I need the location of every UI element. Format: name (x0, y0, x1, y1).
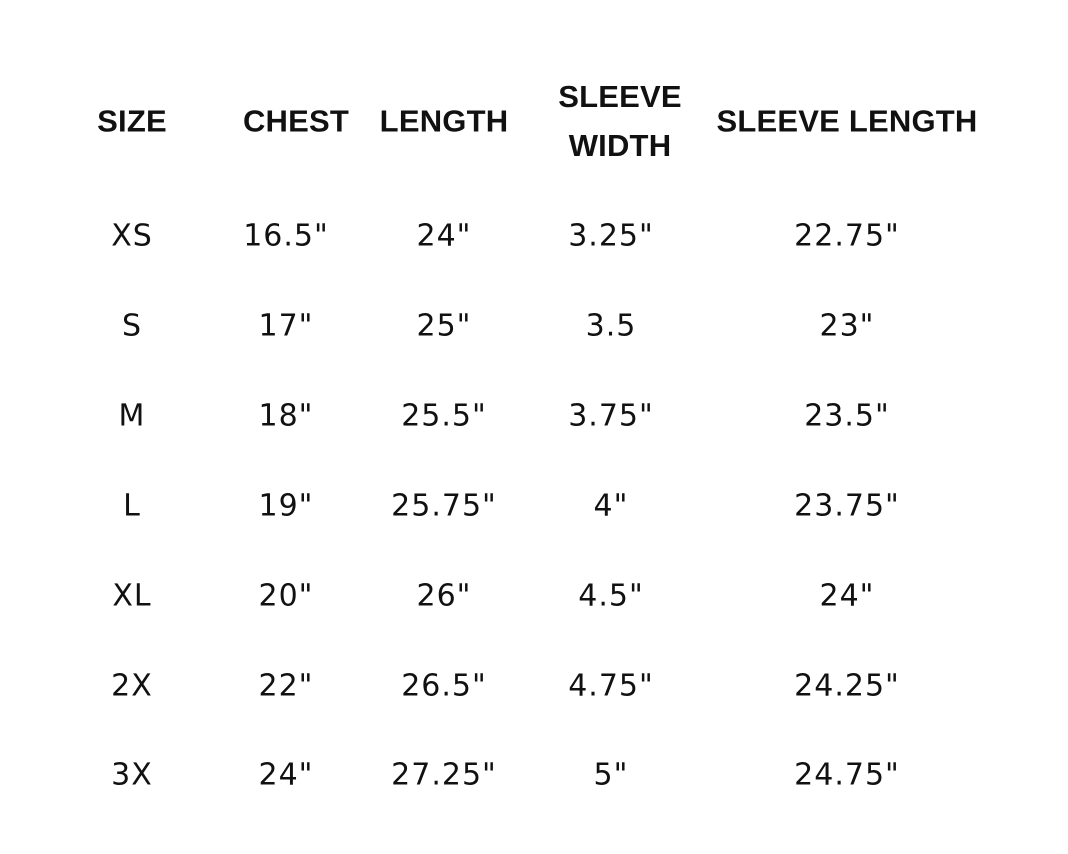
cell-chest: 24" (258, 757, 314, 793)
header-chest: CHEST (242, 103, 350, 139)
cell-size: XL (112, 578, 152, 614)
cell-chest: 16.5" (243, 218, 329, 254)
cell-size: XS (111, 218, 153, 254)
header-size: SIZE (97, 103, 167, 139)
cell-sleeve-width: 4.5" (578, 578, 644, 614)
header-sleeve-length: SLEEVE LENGTH (716, 103, 978, 139)
cell-size: 2X (111, 668, 153, 704)
cell-sleeve-width: 4.75" (568, 668, 654, 704)
cell-chest: 17" (258, 308, 314, 344)
cell-sleeve-length: 24.25" (794, 668, 900, 704)
cell-chest: 22" (258, 668, 314, 704)
cell-chest: 19" (258, 488, 314, 524)
header-sleeve-width-line1: SLEEVE (558, 79, 682, 114)
header-sleeve-width-line2: WIDTH (568, 128, 672, 163)
cell-sleeve-width: 3.25" (568, 218, 654, 254)
cell-sleeve-length: 22.75" (794, 218, 900, 254)
cell-chest: 18" (258, 398, 314, 434)
cell-sleeve-length: 23" (819, 308, 875, 344)
cell-length: 25" (416, 308, 472, 344)
cell-size: S (121, 308, 143, 344)
cell-sleeve-length: 24" (819, 578, 875, 614)
cell-length: 24" (416, 218, 472, 254)
cell-length: 25.75" (391, 488, 497, 524)
cell-chest: 20" (258, 578, 314, 614)
cell-sleeve-length: 23.75" (794, 488, 900, 524)
cell-size: M (118, 398, 146, 434)
cell-sleeve-length: 24.75" (794, 757, 900, 793)
cell-size: L (123, 488, 141, 524)
header-length: LENGTH (379, 103, 509, 139)
cell-length: 27.25" (391, 757, 497, 793)
cell-sleeve-width: 3.75" (568, 398, 654, 434)
cell-length: 26.5" (401, 668, 487, 704)
cell-sleeve-length: 23.5" (804, 398, 890, 434)
cell-sleeve-width: 3.5 (585, 308, 637, 344)
header-sleeve-width (558, 72, 682, 170)
cell-sleeve-width: 5" (593, 757, 629, 793)
cell-size: 3X (111, 757, 153, 793)
cell-length: 25.5" (401, 398, 487, 434)
cell-sleeve-width: 4" (593, 488, 629, 524)
cell-length: 26" (416, 578, 472, 614)
